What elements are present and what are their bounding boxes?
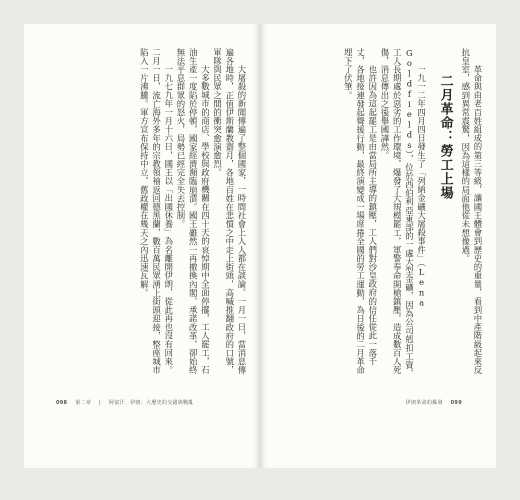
right-paragraph: 也許因為這起罷工是由當局所主導的鎮壓，工人們對沙皇政府的信任從此一落千丈，各地接連發起聲援行動，最終演變成一場席捲全國的勞工運動，為日後的二月革命埋下了伏筆。	[343, 48, 378, 375]
left-page	[24, 24, 260, 468]
left-page-footer	[56, 399, 194, 406]
right-page-body	[272, 48, 484, 382]
left-paragraph: 一九七九年一月十六日，國王以「出國休養」為名離開伊朗，從此再也沒有回來。二月一日，流亡海外多年的宗教領袖返回德黑蘭，數百萬民眾湧上街頭迎接，整座城市陷入一片沸騰。軍方宣布保持中立，舊政權在幾天之內迅速瓦解。	[139, 48, 174, 375]
section-heading: 二月革命：勞工上場	[437, 74, 453, 200]
running-book-title: 阿富汗．伊朗：大歷史的交錯與戰亂	[108, 400, 194, 406]
left-page-body	[36, 48, 248, 382]
right-page	[260, 24, 496, 468]
right-paragraph: 一九一二年四月四日發生了「列納金礦大屠殺事件」（Lena Goldfields），位於西伯利亞東部的一處大型金礦，因為公司剋扣工資、工人長期處於惡劣的工作環境，爆發了大規模罷工，軍警奉命開槍鎮壓，造成數百人死傷，消息傳出之後舉國譁然。	[379, 48, 427, 378]
right-intro-paragraph: 革命與由老百姓組成的第三等級，讓國王體會到歷史的重量，看到中產階級起來反抗皇室，感到異常震驚，因為這樣的局面他從未想像過。	[460, 48, 483, 375]
book-spread	[24, 24, 496, 468]
chapter-label: 第二章	[75, 400, 92, 406]
left-paragraph: 大多數城市的商店、學校與政府機關在四十天的哀悼期中全面停擺，工人罷工，石油生產一度陷於停頓，國家經濟瀕臨崩潰。國王雖然一再撤換內閣、承諾改革，卻始終無法平息群眾的怒火，局勢已經完全失去控制。	[175, 48, 211, 375]
page-number: 098	[56, 400, 68, 406]
page-number: 099	[450, 400, 462, 406]
left-paragraph: 大屠殺的新聞傳遍了整個國家，一時間社會上人人都在談論。一月一日，當消息傳遍各地時，正值伊斯蘭教齋月，各地百姓在悲憤之中走上街頭，高喊推翻政府的口號，軍隊與民眾之間的衝突愈演愈烈。	[212, 48, 247, 375]
running-section-title: 伊朗革命的爆發	[405, 400, 443, 406]
right-page-footer	[406, 399, 462, 406]
footer-separator: |	[99, 400, 102, 406]
